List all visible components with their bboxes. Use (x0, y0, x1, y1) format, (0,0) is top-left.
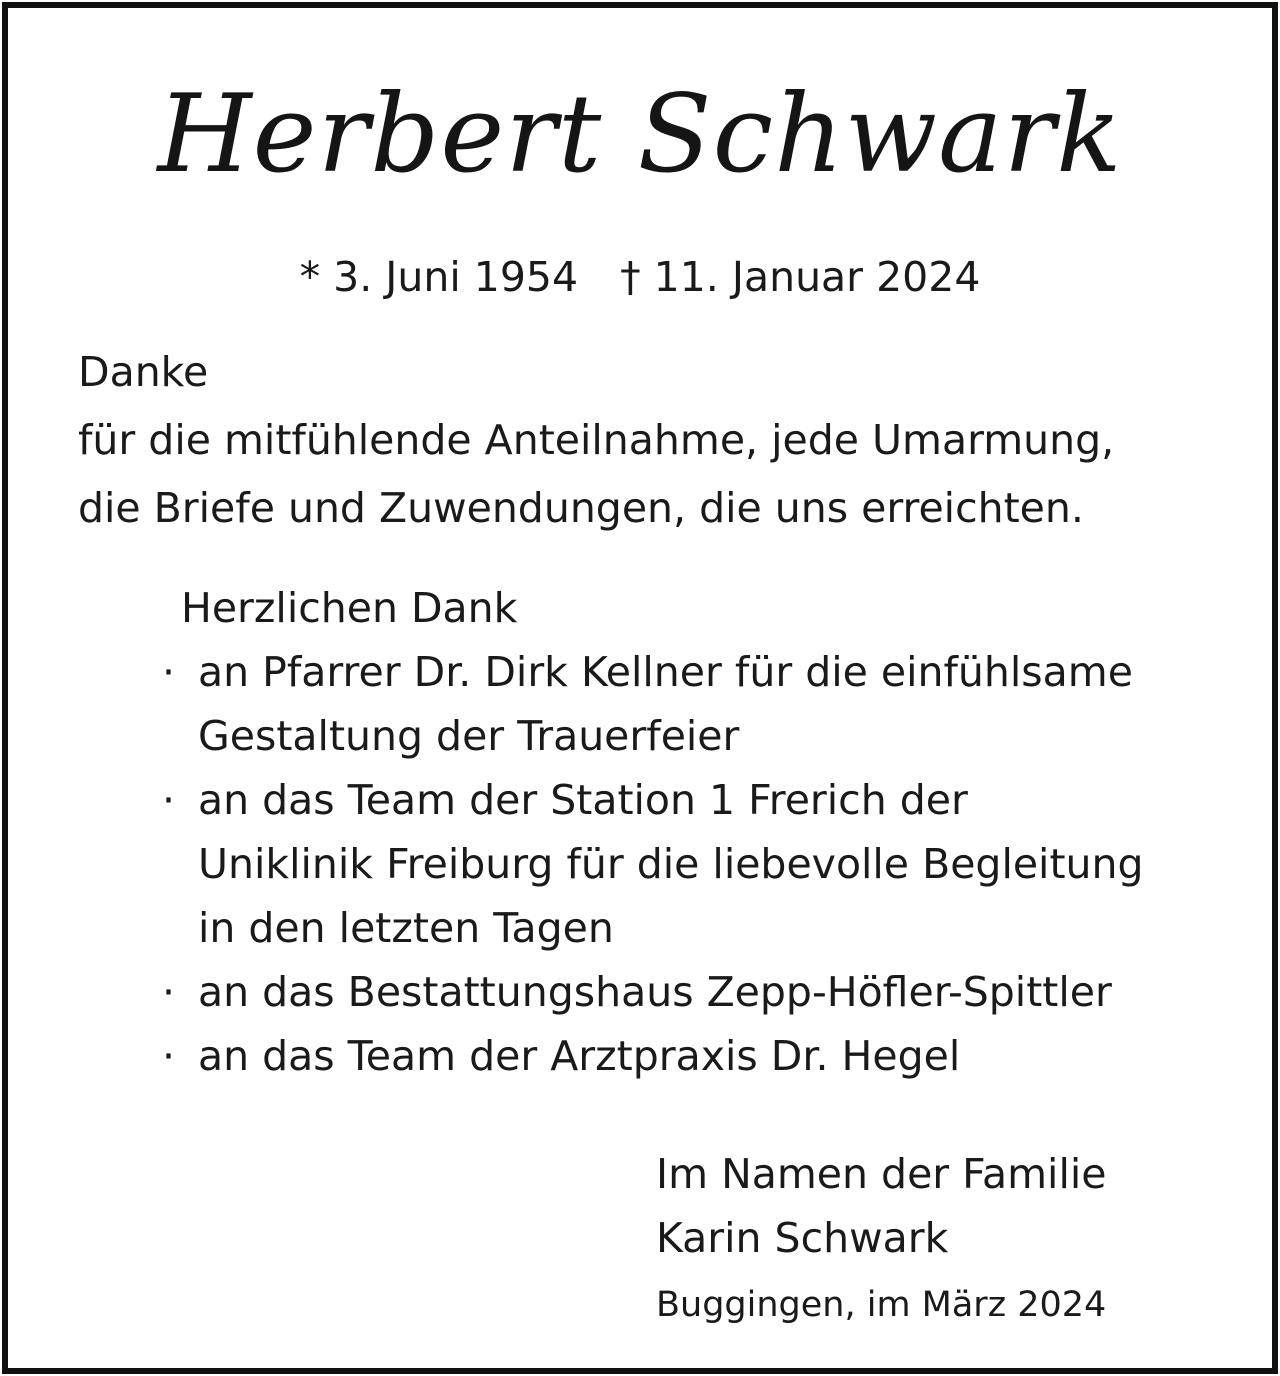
birth-date: * 3. Juni 1954 (299, 253, 579, 301)
list-item (162, 1024, 1144, 1088)
death-date: † 11. Januar 2024 (620, 253, 981, 301)
list-item-line: an Pfarrer Dr. Dirk Kellner für die einfühlsame (198, 648, 1133, 696)
list-item-line: Uniklinik Freiburg für die liebevolle Begleitung (198, 840, 1144, 888)
life-dates (8, 250, 1272, 304)
intro-block (78, 338, 1114, 542)
notice-frame (2, 2, 1278, 1374)
intro-line: die Briefe und Zuwendungen, die uns erreichten. (78, 484, 1084, 532)
thanks-heading: Herzlichen Dank (181, 584, 518, 632)
bullet-mark: · (162, 648, 176, 696)
thanks-list (162, 640, 1144, 1088)
list-item-line: an das Team der Arztpraxis Dr. Hegel (198, 1032, 961, 1080)
list-item (162, 640, 1144, 768)
bullet-mark: · (162, 1032, 176, 1080)
list-item-line: an das Bestattungshaus Zepp-Höfler-Spittler (198, 968, 1112, 1016)
bullet-mark: · (162, 968, 176, 1016)
place-date: Buggingen, im März 2024 (656, 1285, 1107, 1325)
deceased-name: Herbert Schwark (157, 72, 1123, 197)
list-item (162, 960, 1144, 1024)
intro-line: für die mitfühlende Anteilnahme, jede Umarmung, (78, 416, 1115, 464)
bullet-mark: · (162, 776, 176, 824)
list-item (162, 768, 1144, 960)
list-item-line: an das Team der Station 1 Frerich der (198, 776, 968, 824)
signoff-name: Karin Schwark (656, 1214, 949, 1262)
list-item-line: Gestaltung der Trauerfeier (198, 712, 740, 760)
family-signoff (656, 1142, 1106, 1270)
signoff-line: Im Namen der Familie (656, 1150, 1107, 1198)
intro-title: Danke (78, 348, 209, 396)
list-item-line: in den letzten Tagen (198, 904, 614, 952)
